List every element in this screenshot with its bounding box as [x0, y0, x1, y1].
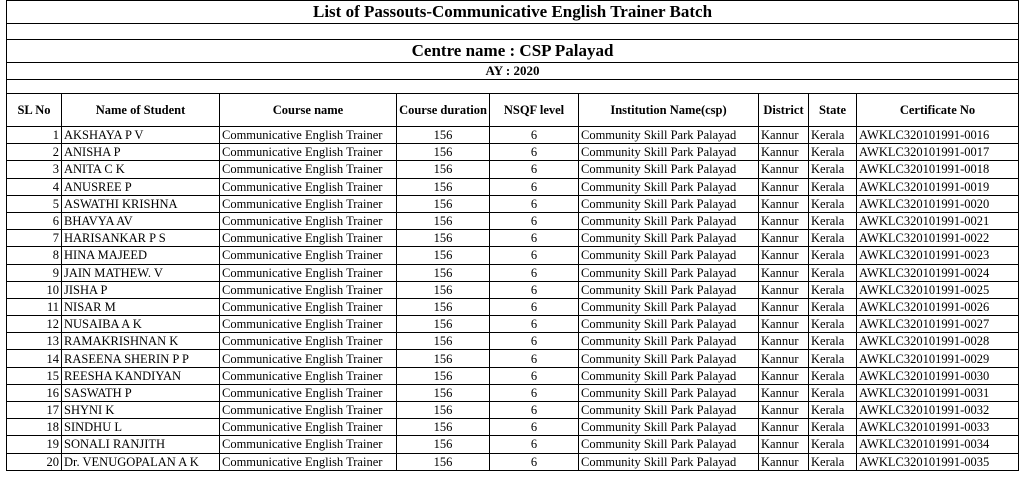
cell-institution: Community Skill Park Palayad	[579, 384, 759, 401]
cell-sl-no: 7	[7, 230, 62, 247]
cell-district: Kannur	[759, 316, 809, 333]
cell-institution: Community Skill Park Palayad	[579, 436, 759, 453]
cell-course-name: Communicative English Trainer	[220, 230, 397, 247]
table-row	[7, 247, 1019, 264]
cell-district: Kannur	[759, 178, 809, 195]
cell-course-duration: 156	[397, 350, 490, 367]
cell-state: Kerala	[809, 247, 857, 264]
header-institution: Institution Name(csp)	[579, 94, 759, 127]
cell-course-name: Communicative English Trainer	[220, 161, 397, 178]
cell-nsqf-level: 6	[490, 195, 579, 212]
cell-student-name: ANISHA P	[62, 144, 220, 161]
cell-student-name: Dr. VENUGOPALAN A K	[62, 453, 220, 470]
cell-certificate-no: AWKLC320101991-0019	[857, 178, 1019, 195]
cell-institution: Community Skill Park Palayad	[579, 264, 759, 281]
cell-institution: Community Skill Park Palayad	[579, 161, 759, 178]
cell-student-name: HINA MAJEED	[62, 247, 220, 264]
cell-certificate-no: AWKLC320101991-0023	[857, 247, 1019, 264]
cell-sl-no: 16	[7, 384, 62, 401]
cell-district: Kannur	[759, 298, 809, 315]
cell-nsqf-level: 6	[490, 230, 579, 247]
table-row	[7, 367, 1019, 384]
academic-year: AY : 2020	[7, 63, 1019, 80]
cell-student-name: NISAR M	[62, 298, 220, 315]
table-row	[7, 212, 1019, 229]
cell-certificate-no: AWKLC320101991-0030	[857, 367, 1019, 384]
header-duration: Course duration	[397, 94, 490, 127]
cell-student-name: JAIN MATHEW. V	[62, 264, 220, 281]
cell-nsqf-level: 6	[490, 264, 579, 281]
cell-nsqf-level: 6	[490, 161, 579, 178]
cell-state: Kerala	[809, 178, 857, 195]
cell-student-name: SASWATH P	[62, 384, 220, 401]
cell-course-name: Communicative English Trainer	[220, 247, 397, 264]
table-row	[7, 419, 1019, 436]
table-row	[7, 384, 1019, 401]
cell-sl-no: 9	[7, 264, 62, 281]
cell-course-duration: 156	[397, 367, 490, 384]
cell-course-name: Communicative English Trainer	[220, 367, 397, 384]
cell-district: Kannur	[759, 127, 809, 144]
cell-state: Kerala	[809, 453, 857, 470]
table-row	[7, 161, 1019, 178]
cell-course-duration: 156	[397, 161, 490, 178]
cell-course-name: Communicative English Trainer	[220, 144, 397, 161]
cell-course-duration: 156	[397, 247, 490, 264]
header-certificate: Certificate No	[857, 94, 1019, 127]
cell-state: Kerala	[809, 161, 857, 178]
cell-student-name: AKSHAYA P V	[62, 127, 220, 144]
cell-state: Kerala	[809, 298, 857, 315]
header-state: State	[809, 94, 857, 127]
cell-course-duration: 156	[397, 419, 490, 436]
blank-row	[7, 80, 1019, 94]
cell-district: Kannur	[759, 333, 809, 350]
table-row	[7, 298, 1019, 315]
cell-student-name: ANUSREE P	[62, 178, 220, 195]
cell-course-name: Communicative English Trainer	[220, 402, 397, 419]
cell-certificate-no: AWKLC320101991-0026	[857, 298, 1019, 315]
cell-sl-no: 1	[7, 127, 62, 144]
cell-sl-no: 4	[7, 178, 62, 195]
cell-certificate-no: AWKLC320101991-0028	[857, 333, 1019, 350]
cell-district: Kannur	[759, 384, 809, 401]
cell-nsqf-level: 6	[490, 436, 579, 453]
cell-institution: Community Skill Park Palayad	[579, 402, 759, 419]
cell-sl-no: 20	[7, 453, 62, 470]
cell-district: Kannur	[759, 264, 809, 281]
cell-certificate-no: AWKLC320101991-0017	[857, 144, 1019, 161]
cell-state: Kerala	[809, 195, 857, 212]
table-row	[7, 178, 1019, 195]
cell-course-duration: 156	[397, 402, 490, 419]
blank-row	[7, 24, 1019, 40]
centre-row	[7, 40, 1019, 63]
cell-district: Kannur	[759, 247, 809, 264]
cell-student-name: RASEENA SHERIN P P	[62, 350, 220, 367]
table-row	[7, 333, 1019, 350]
table-row	[7, 127, 1019, 144]
cell-state: Kerala	[809, 419, 857, 436]
cell-district: Kannur	[759, 367, 809, 384]
table-row	[7, 402, 1019, 419]
cell-student-name: NUSAIBA A K	[62, 316, 220, 333]
cell-course-duration: 156	[397, 316, 490, 333]
cell-institution: Community Skill Park Palayad	[579, 367, 759, 384]
cell-sl-no: 19	[7, 436, 62, 453]
cell-institution: Community Skill Park Palayad	[579, 144, 759, 161]
cell-state: Kerala	[809, 127, 857, 144]
cell-course-name: Communicative English Trainer	[220, 264, 397, 281]
cell-institution: Community Skill Park Palayad	[579, 333, 759, 350]
cell-course-name: Communicative English Trainer	[220, 333, 397, 350]
cell-institution: Community Skill Park Palayad	[579, 298, 759, 315]
cell-certificate-no: AWKLC320101991-0029	[857, 350, 1019, 367]
cell-nsqf-level: 6	[490, 453, 579, 470]
cell-certificate-no: AWKLC320101991-0027	[857, 316, 1019, 333]
cell-course-name: Communicative English Trainer	[220, 316, 397, 333]
cell-student-name: ANITA C K	[62, 161, 220, 178]
table-row	[7, 436, 1019, 453]
table-row	[7, 281, 1019, 298]
cell-sl-no: 8	[7, 247, 62, 264]
cell-certificate-no: AWKLC320101991-0031	[857, 384, 1019, 401]
cell-state: Kerala	[809, 384, 857, 401]
cell-course-name: Communicative English Trainer	[220, 127, 397, 144]
cell-district: Kannur	[759, 419, 809, 436]
table-row	[7, 316, 1019, 333]
cell-nsqf-level: 6	[490, 333, 579, 350]
cell-district: Kannur	[759, 230, 809, 247]
cell-institution: Community Skill Park Palayad	[579, 453, 759, 470]
cell-course-name: Communicative English Trainer	[220, 384, 397, 401]
header-name: Name of Student	[62, 94, 220, 127]
cell-certificate-no: AWKLC320101991-0035	[857, 453, 1019, 470]
cell-district: Kannur	[759, 161, 809, 178]
table-row	[7, 230, 1019, 247]
cell-certificate-no: AWKLC320101991-0033	[857, 419, 1019, 436]
cell-district: Kannur	[759, 436, 809, 453]
cell-course-duration: 156	[397, 298, 490, 315]
cell-course-name: Communicative English Trainer	[220, 178, 397, 195]
cell-institution: Community Skill Park Palayad	[579, 230, 759, 247]
cell-district: Kannur	[759, 402, 809, 419]
cell-state: Kerala	[809, 212, 857, 229]
cell-course-duration: 156	[397, 230, 490, 247]
cell-sl-no: 15	[7, 367, 62, 384]
cell-district: Kannur	[759, 212, 809, 229]
cell-certificate-no: AWKLC320101991-0022	[857, 230, 1019, 247]
cell-sl-no: 5	[7, 195, 62, 212]
cell-nsqf-level: 6	[490, 144, 579, 161]
cell-sl-no: 17	[7, 402, 62, 419]
cell-nsqf-level: 6	[490, 316, 579, 333]
cell-district: Kannur	[759, 350, 809, 367]
cell-nsqf-level: 6	[490, 350, 579, 367]
cell-certificate-no: AWKLC320101991-0018	[857, 161, 1019, 178]
cell-course-name: Communicative English Trainer	[220, 453, 397, 470]
cell-nsqf-level: 6	[490, 247, 579, 264]
cell-course-name: Communicative English Trainer	[220, 195, 397, 212]
cell-course-duration: 156	[397, 453, 490, 470]
cell-certificate-no: AWKLC320101991-0021	[857, 212, 1019, 229]
cell-course-name: Communicative English Trainer	[220, 212, 397, 229]
cell-student-name: SHYNI K	[62, 402, 220, 419]
cell-course-name: Communicative English Trainer	[220, 436, 397, 453]
table-row	[7, 195, 1019, 212]
cell-nsqf-level: 6	[490, 212, 579, 229]
header-course: Course name	[220, 94, 397, 127]
cell-nsqf-level: 6	[490, 384, 579, 401]
header-row	[7, 94, 1019, 127]
title-row	[7, 1, 1019, 24]
cell-institution: Community Skill Park Palayad	[579, 127, 759, 144]
cell-student-name: SINDHU L	[62, 419, 220, 436]
cell-institution: Community Skill Park Palayad	[579, 281, 759, 298]
cell-course-duration: 156	[397, 384, 490, 401]
cell-district: Kannur	[759, 144, 809, 161]
cell-student-name: BHAVYA AV	[62, 212, 220, 229]
table-row	[7, 144, 1019, 161]
cell-certificate-no: AWKLC320101991-0020	[857, 195, 1019, 212]
cell-institution: Community Skill Park Palayad	[579, 195, 759, 212]
cell-state: Kerala	[809, 264, 857, 281]
centre-name: Centre name : CSP Palayad	[7, 40, 1019, 63]
cell-nsqf-level: 6	[490, 402, 579, 419]
cell-institution: Community Skill Park Palayad	[579, 419, 759, 436]
cell-student-name: RAMAKRISHNAN K	[62, 333, 220, 350]
cell-course-name: Communicative English Trainer	[220, 419, 397, 436]
cell-state: Kerala	[809, 144, 857, 161]
cell-district: Kannur	[759, 453, 809, 470]
header-district: District	[759, 94, 809, 127]
cell-sl-no: 6	[7, 212, 62, 229]
cell-sl-no: 14	[7, 350, 62, 367]
cell-nsqf-level: 6	[490, 367, 579, 384]
table-row	[7, 453, 1019, 470]
cell-state: Kerala	[809, 281, 857, 298]
cell-nsqf-level: 6	[490, 419, 579, 436]
cell-course-duration: 156	[397, 212, 490, 229]
cell-student-name: ASWATHI KRISHNA	[62, 195, 220, 212]
cell-course-duration: 156	[397, 195, 490, 212]
cell-certificate-no: AWKLC320101991-0032	[857, 402, 1019, 419]
cell-sl-no: 2	[7, 144, 62, 161]
cell-course-duration: 156	[397, 264, 490, 281]
cell-state: Kerala	[809, 436, 857, 453]
cell-institution: Community Skill Park Palayad	[579, 178, 759, 195]
cell-sl-no: 3	[7, 161, 62, 178]
passouts-table	[6, 0, 1019, 471]
cell-nsqf-level: 6	[490, 281, 579, 298]
cell-institution: Community Skill Park Palayad	[579, 247, 759, 264]
cell-institution: Community Skill Park Palayad	[579, 212, 759, 229]
cell-student-name: HARISANKAR P S	[62, 230, 220, 247]
cell-student-name: JISHA P	[62, 281, 220, 298]
header-nsqf: NSQF level	[490, 94, 579, 127]
sheet-title: List of Passouts-Communicative English Trainer Batch	[7, 1, 1019, 24]
cell-institution: Community Skill Park Palayad	[579, 350, 759, 367]
cell-student-name: REESHA KANDIYAN	[62, 367, 220, 384]
cell-state: Kerala	[809, 402, 857, 419]
cell-district: Kannur	[759, 281, 809, 298]
cell-sl-no: 13	[7, 333, 62, 350]
cell-state: Kerala	[809, 350, 857, 367]
cell-course-duration: 156	[397, 281, 490, 298]
cell-certificate-no: AWKLC320101991-0034	[857, 436, 1019, 453]
cell-sl-no: 11	[7, 298, 62, 315]
cell-district: Kannur	[759, 195, 809, 212]
cell-certificate-no: AWKLC320101991-0025	[857, 281, 1019, 298]
table-row	[7, 350, 1019, 367]
cell-state: Kerala	[809, 367, 857, 384]
cell-course-duration: 156	[397, 333, 490, 350]
cell-sl-no: 10	[7, 281, 62, 298]
header-sl-no: SL No	[7, 94, 62, 127]
cell-nsqf-level: 6	[490, 127, 579, 144]
cell-state: Kerala	[809, 333, 857, 350]
cell-nsqf-level: 6	[490, 298, 579, 315]
cell-student-name: SONALI RANJITH	[62, 436, 220, 453]
cell-nsqf-level: 6	[490, 178, 579, 195]
cell-course-duration: 156	[397, 178, 490, 195]
cell-course-name: Communicative English Trainer	[220, 281, 397, 298]
cell-course-duration: 156	[397, 144, 490, 161]
cell-sl-no: 12	[7, 316, 62, 333]
cell-course-name: Communicative English Trainer	[220, 298, 397, 315]
cell-state: Kerala	[809, 230, 857, 247]
cell-course-name: Communicative English Trainer	[220, 350, 397, 367]
cell-sl-no: 18	[7, 419, 62, 436]
table-row	[7, 264, 1019, 281]
cell-course-duration: 156	[397, 127, 490, 144]
cell-certificate-no: AWKLC320101991-0024	[857, 264, 1019, 281]
cell-certificate-no: AWKLC320101991-0016	[857, 127, 1019, 144]
cell-institution: Community Skill Park Palayad	[579, 316, 759, 333]
cell-course-duration: 156	[397, 436, 490, 453]
cell-state: Kerala	[809, 316, 857, 333]
ay-row	[7, 63, 1019, 80]
